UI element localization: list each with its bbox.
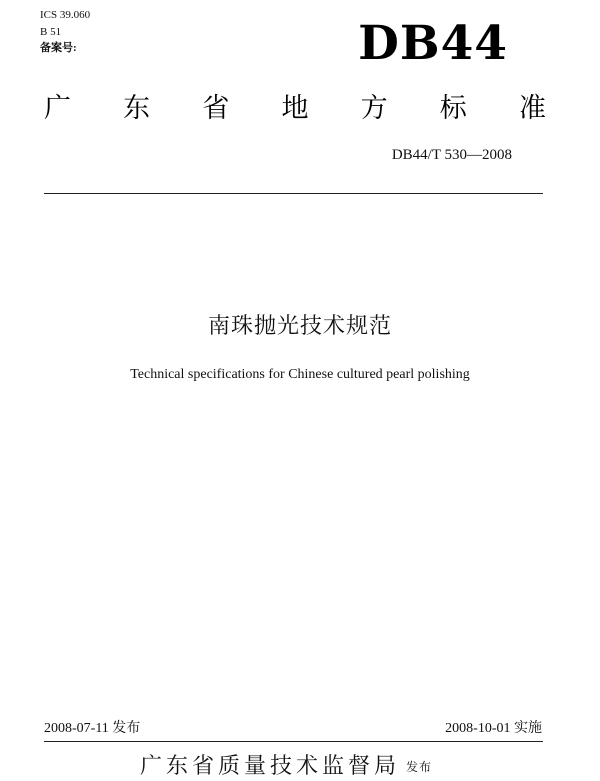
standard-type-char: 东 [123, 93, 151, 124]
issuing-authority [140, 753, 432, 781]
standard-type-char: 方 [360, 93, 388, 124]
implementation-date: 2008-10-01 实施 [445, 721, 542, 736]
issuer-suffix: 发布 [406, 760, 433, 774]
filing-number-label: 备案号: [40, 42, 77, 54]
header-divider [44, 193, 543, 194]
classification-code: B 51 [40, 26, 62, 38]
ics-code: ICS 39.060 [40, 9, 91, 21]
title-english: Technical specifications for Chinese cultured pearl polishing [130, 367, 470, 382]
standard-code-logo: DB44 [358, 16, 508, 71]
standard-number: DB44/T 530—2008 [391, 147, 512, 163]
standard-type-char: 省 [202, 93, 230, 124]
standard-type-char: 广 [44, 93, 71, 124]
issuer-name: 广东省质量技术监督局 [140, 754, 401, 779]
footer-divider [44, 741, 543, 742]
standard-type-char: 地 [281, 93, 309, 124]
standard-type-heading [44, 92, 546, 126]
issue-date: 2008-07-11 发布 [44, 721, 141, 736]
standard-type-char: 准 [518, 93, 546, 124]
standard-type-char: 标 [439, 93, 467, 124]
title-chinese: 南珠抛光技术规范 [207, 314, 392, 339]
